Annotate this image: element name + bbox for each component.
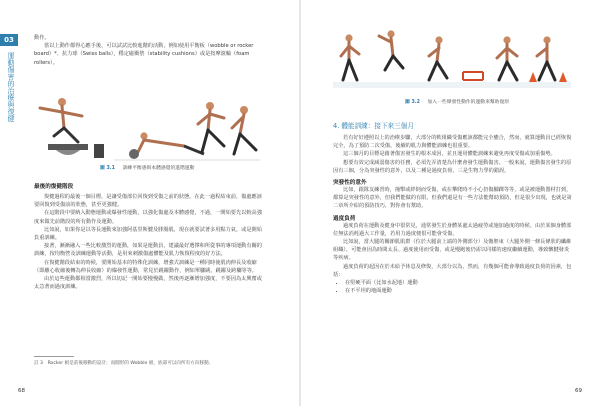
chapter-number-tab: 03 bbox=[0, 34, 18, 46]
figure-caption bbox=[100, 164, 194, 171]
paragraph: 過度負荷的起因在於未給予休息及修復，大部分以為，然而，有幾個可能會導致過度負荷的因素，包括： bbox=[333, 263, 572, 278]
figure-number: 圖 3.2 bbox=[405, 100, 420, 105]
subsection-heading: 過度負荷 bbox=[333, 215, 356, 222]
figure-3-2 bbox=[333, 26, 571, 106]
figure-caption bbox=[405, 98, 509, 105]
paragraph: 接著，漸漸融入一些比較激烈的運動，如果是運動員，建議最好選擇和所從事的專項運動有關的訓練，按均衡營及訓練運動等活動，是用來刺激傷處體能及肌力恢復程度的好方法。 bbox=[34, 243, 262, 258]
figure-caption-text: 加入一些爆發性動作的運動來幫助復原 bbox=[427, 100, 510, 105]
intro-text bbox=[34, 34, 266, 67]
paragraph: 當以上動作都得心應手後，可以試試比較進階的活動，例如使用平衡板（wobble or rocker board）*、抗力球（Swiss balls），穩定磁衝墊（stability cushions）或是按摩滾輪（foam rollers）。 bbox=[34, 43, 254, 66]
subsection-heading: 突發性的意外 bbox=[333, 180, 367, 187]
paragraph: 復健過程的最後一個目標，是讓受傷部位回復到受傷之前的狀態。在此一過程結束前，傷處應該要回復到受傷前的狀態，甚至更強健。 bbox=[34, 194, 262, 209]
left-page bbox=[0, 0, 299, 406]
figure-number: 圖 3.1 bbox=[100, 166, 115, 171]
list-item: • 在不平坦的地面運動 bbox=[345, 287, 573, 295]
footnote: 註 3 Rocker 板是前後移動的設計；而圓形的 Wobble 板，底部可以向所有方向移動。 bbox=[34, 361, 214, 366]
section-heading: 4. 體能訓練：接下來三個月 bbox=[333, 122, 414, 130]
paragraph: 比如說，當大腿的關節肌肌群（位於大腿前上端的外側部分）及髂脛束（大腿外側一條長條狀的纖維組織），可能會因為時間太長、過度使用而受傷，或是慢跑後仍需以同樣的速度繼續運動，導致髕腱發炎等疾病。 bbox=[333, 239, 572, 262]
section-heading: 最後的復健階段 bbox=[34, 184, 74, 190]
plyometric-exercise-illustration bbox=[333, 26, 571, 96]
page-number: 68 bbox=[18, 388, 25, 394]
final-stage-section bbox=[34, 182, 266, 291]
page-number: 69 bbox=[575, 388, 582, 394]
paragraph: 在復健階段結束的時候，要開始基本的特殊化訓練，增強式訓練是一種同時使肌肉伸長及收縮（即離心收縮後轉為伸長收縮）的爆發性運動，常見於跳躍動作，例如單腳跳、跳躍及跨欄等等。 bbox=[34, 259, 258, 274]
paragraph: 若有好好遵照以上的治療步驟，大部分的軟組織受傷應該都能完全癒合，然而，就算運動員已經恢復完全，為了預防二次受傷，後續的肌力與體能訓練也很重要。 bbox=[333, 135, 572, 150]
figure-caption-text: 訓練平衡感與本體感覺的進階運動 bbox=[122, 166, 195, 171]
paragraph: 過度負荷在運動及健身中很常見，通常發生於身體某處太過疲勞或施加過度的時候。由於某個身體部位無法消耗過大工作量，若用力過度便很可能會受傷。 bbox=[333, 222, 572, 237]
chapter-side-title: 運動傷害的治療與復健 bbox=[7, 52, 15, 122]
paragraph: 想要有效完成減弱傷害的任務，必須先弄清楚為什麼會發生運動傷害。一般來說，運動傷害發生的原因有三個，分為突發性的意外，以及二種是過度負荷，三是生物力學的錯誤。 bbox=[333, 159, 572, 174]
paragraph: 這三個月的目標是藉著傷害發生的根本成因，並且運用體能訓練來避免再度受傷或加重傷勢。 bbox=[343, 151, 556, 158]
footnote-divider bbox=[34, 356, 74, 357]
paragraph: 由於這些運動都相當激烈，所以切記一開始要慢慢做，然後再逐漸增加強度，不要因為太興奮或太急著而過度訓練。 bbox=[34, 276, 262, 291]
paragraph: 比如說，如果你是以等長運動來加強阿基里斯腱及腓腸肌，現在就要試著多用點力氣，或是開始負重訓練。 bbox=[34, 226, 262, 242]
paragraph: 在這階段中要納入動態運動或爆發性運動，以強化傷處及本體感覺，不過，一開始要先以較高強度來做先前階段的所有動作及運動。 bbox=[34, 210, 262, 225]
bullet-list bbox=[333, 279, 573, 295]
conditioning-section bbox=[333, 120, 573, 295]
paragraph: 比如，跟隊友練習時，撞擊或絆倒而受傷，或在攀爬時不小心扭傷腳踝等等，或是被運動器材打到，都算是突發性的意外，但我們能做的有限，但我們還是有一些方法能幫助預防，但是很少出現，也就是第二章所介紹的預防技巧，對你會有幫助。 bbox=[333, 187, 572, 210]
right-page bbox=[301, 0, 600, 406]
list-item: • 在堅硬平面（比如水泥地）運動 bbox=[345, 279, 573, 287]
paragraph: 動作。 bbox=[34, 35, 50, 41]
balance-exercise-illustration bbox=[34, 88, 266, 170]
figure-3-1 bbox=[34, 88, 266, 170]
